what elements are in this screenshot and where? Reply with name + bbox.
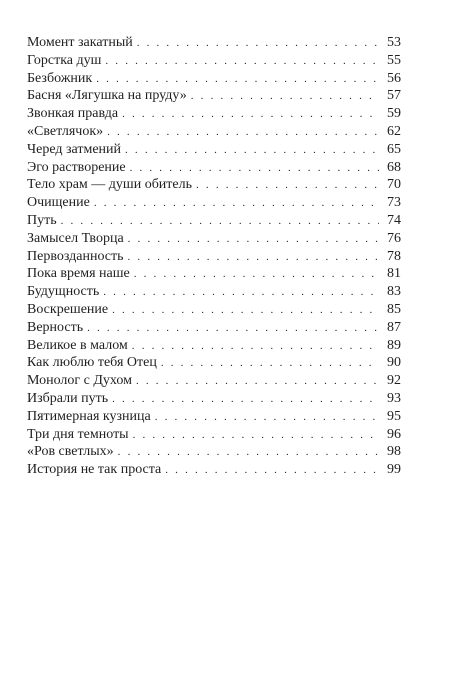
dot-leader <box>87 320 379 338</box>
toc-entry-page-number: 87 <box>387 319 401 335</box>
toc-entry <box>27 194 401 212</box>
dot-leader <box>134 266 379 284</box>
toc-entry-page-number: 65 <box>387 141 401 157</box>
toc-entry-page-number: 93 <box>387 390 401 406</box>
toc-entry-page-number: 78 <box>387 248 401 264</box>
toc-entry <box>27 87 401 105</box>
toc-entry-page-number: 55 <box>387 52 401 68</box>
toc-entry-title: Звонкая правда <box>27 106 119 122</box>
dot-leader <box>118 444 379 462</box>
dot-leader <box>112 302 379 320</box>
toc-entry-page-number: 81 <box>387 266 401 282</box>
toc-entry <box>27 354 401 372</box>
toc-entry-page-number: 89 <box>387 337 401 353</box>
toc-entry-title: Избрали путь <box>27 390 109 406</box>
toc-entry-title: Первозданность <box>27 248 124 264</box>
toc-entry-page-number: 99 <box>387 462 401 478</box>
toc-entry <box>27 461 401 479</box>
toc-entry-page-number: 92 <box>387 373 401 389</box>
toc-entry-page-number: 59 <box>387 106 401 122</box>
toc-entry-page-number: 68 <box>387 159 401 175</box>
toc-entry <box>27 34 401 52</box>
toc-entry-title: Пока время наше <box>27 266 130 282</box>
toc-entry-title: Горстка душ <box>27 52 102 68</box>
dot-leader <box>191 88 379 106</box>
toc-entry-title: Верность <box>27 319 84 335</box>
dot-leader <box>61 213 379 231</box>
toc-entry-title: Эго растворение <box>27 159 126 175</box>
toc-entry-title: «Ров светлых» <box>27 444 114 460</box>
toc-entry-title: Воскрешение <box>27 301 109 317</box>
dot-leader <box>96 71 379 89</box>
toc-entry <box>27 212 401 230</box>
toc-entry-page-number: 76 <box>387 230 401 246</box>
dot-leader <box>94 195 379 213</box>
toc-entry <box>27 337 401 355</box>
toc-entry-page-number: 90 <box>387 355 401 371</box>
toc-entry-title: Три дня темноты <box>27 426 129 442</box>
toc-entry <box>27 426 401 444</box>
toc-entry-title: Басня «Лягушка на пруду» <box>27 88 187 104</box>
toc-entry <box>27 265 401 283</box>
toc-entry <box>27 105 401 123</box>
toc-entry-title: Путь <box>27 212 57 228</box>
toc-entry-page-number: 53 <box>387 35 401 50</box>
toc-entry <box>27 159 401 177</box>
toc-entry <box>27 230 401 248</box>
toc-entry-title: Момент закатный <box>27 35 133 50</box>
toc-entry-page-number: 73 <box>387 195 401 211</box>
toc-entry <box>27 283 401 301</box>
toc-entry <box>27 123 401 141</box>
dot-leader <box>107 124 379 142</box>
toc-entry-page-number: 70 <box>387 177 401 193</box>
toc-entry-title: «Светлячок» <box>27 123 104 139</box>
toc-entry-title: Тело храм — души обитель <box>27 177 193 193</box>
toc-entry <box>27 301 401 319</box>
dot-leader <box>136 373 379 391</box>
toc-entry-title: Замысел Творца <box>27 230 124 246</box>
dot-leader <box>133 427 379 445</box>
dot-leader <box>128 231 379 249</box>
toc-entry-title: Как люблю тебя Отец <box>27 355 157 371</box>
toc-entry-title: Монолог с Духом <box>27 373 132 389</box>
toc-entry <box>27 319 401 337</box>
toc-entry-title: Черед затмений <box>27 141 122 157</box>
dot-leader <box>132 338 379 356</box>
toc-entry <box>27 248 401 266</box>
toc-entry-page-number: 57 <box>387 88 401 104</box>
dot-leader <box>161 355 379 373</box>
toc-entry-page-number: 98 <box>387 444 401 460</box>
toc-entry <box>27 141 401 159</box>
toc-entry-page-number: 95 <box>387 408 401 424</box>
dot-leader <box>130 160 379 178</box>
toc-entry <box>27 176 401 194</box>
toc-entry-title: Будущность <box>27 284 100 300</box>
toc-entry-title: История не так проста <box>27 462 162 478</box>
toc-entry <box>27 372 401 390</box>
toc-entry <box>27 408 401 426</box>
dot-leader <box>112 391 379 409</box>
dot-leader <box>125 142 379 160</box>
toc-entry-page-number: 62 <box>387 123 401 139</box>
toc-entry <box>27 390 401 408</box>
toc-entry-page-number: 83 <box>387 284 401 300</box>
toc-entry-page-number: 56 <box>387 70 401 86</box>
toc-entry <box>27 52 401 70</box>
toc-entry-page-number: 74 <box>387 212 401 228</box>
toc-entry <box>27 70 401 88</box>
toc-entry-page-number: 85 <box>387 301 401 317</box>
dot-leader <box>128 249 379 267</box>
dot-leader <box>165 462 379 480</box>
dot-leader <box>105 53 379 71</box>
toc-entry-title: Пятимерная кузница <box>27 408 151 424</box>
dot-leader <box>155 409 379 427</box>
toc-entry-page-number: 96 <box>387 426 401 442</box>
dot-leader <box>122 106 379 124</box>
dot-leader <box>137 35 379 53</box>
dot-leader <box>196 177 379 195</box>
table-of-contents <box>27 34 401 479</box>
dot-leader <box>103 284 379 302</box>
toc-entry <box>27 443 401 461</box>
toc-entry-title: Очищение <box>27 195 90 211</box>
toc-entry-title: Безбожник <box>27 70 93 86</box>
toc-entry-title: Великое в малом <box>27 337 128 353</box>
